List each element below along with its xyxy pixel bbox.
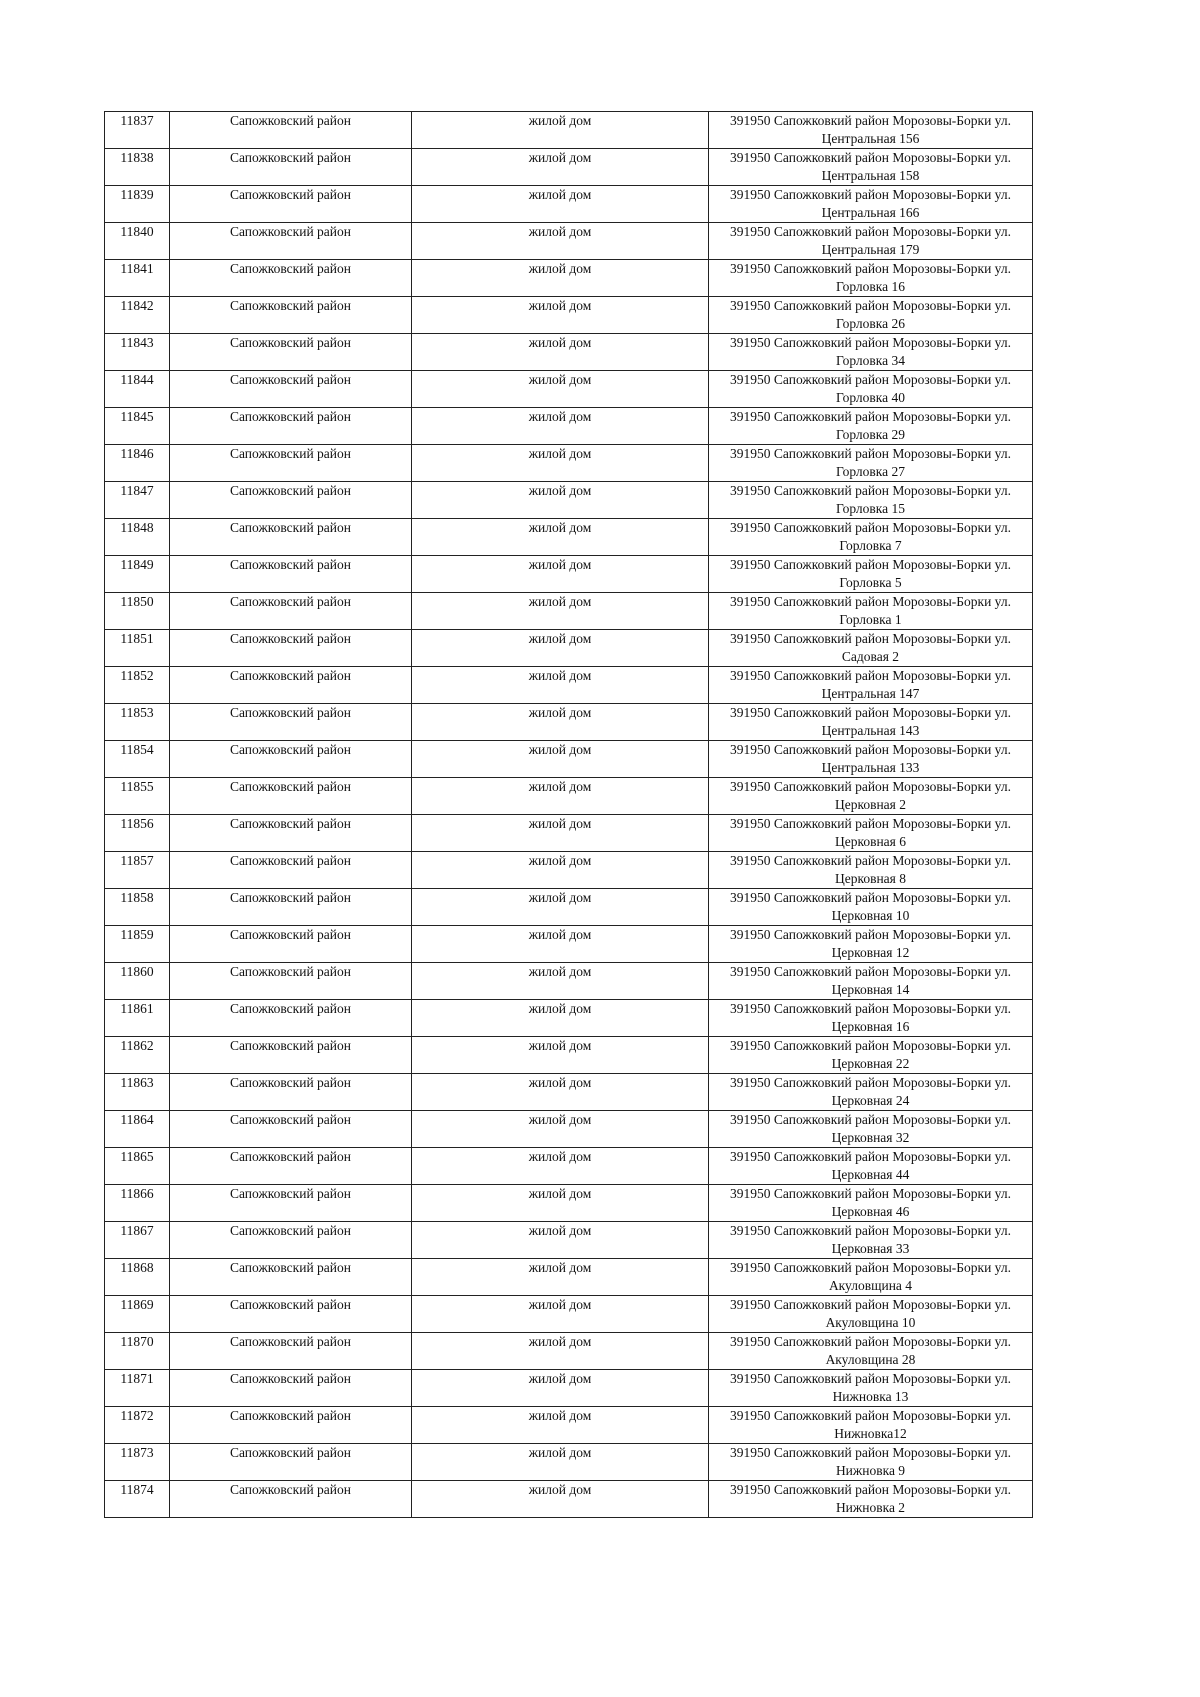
object-type-cell: жилой дом	[412, 556, 709, 593]
row-number-cell: 11867	[105, 1222, 170, 1259]
address-line-2: Церковная 16	[831, 1019, 910, 1034]
address-cell	[709, 926, 1033, 963]
table-row	[105, 741, 1033, 778]
row-number-cell: 11871	[105, 1370, 170, 1407]
district-cell: Сапожковский район	[170, 371, 412, 408]
row-number-cell: 11840	[105, 223, 170, 260]
address-line-2: Акуловщина 4	[828, 1278, 913, 1293]
object-type-cell: жилой дом	[412, 852, 709, 889]
address-cell	[709, 1259, 1033, 1296]
district-cell: Сапожковский район	[170, 1222, 412, 1259]
district-cell: Сапожковский район	[170, 149, 412, 186]
object-type-cell: жилой дом	[412, 149, 709, 186]
address-cell	[709, 1407, 1033, 1444]
address-line-2: Нижновка 13	[832, 1389, 909, 1404]
district-cell: Сапожковский район	[170, 852, 412, 889]
table-row	[105, 149, 1033, 186]
address-line-1: 391950 Сапожковкий район Морозовы-Борки ул.	[730, 520, 1011, 535]
address-cell	[709, 482, 1033, 519]
row-number-cell: 11839	[105, 186, 170, 223]
address-line-2: Акуловщина 28	[825, 1352, 916, 1367]
address-line-2: Нижновка 9	[835, 1463, 906, 1478]
district-cell: Сапожковский район	[170, 1074, 412, 1111]
address-line-2: Горловка 5	[839, 575, 902, 590]
table-row	[105, 852, 1033, 889]
district-cell: Сапожковский район	[170, 889, 412, 926]
address-line-2: Центральная 166	[821, 205, 920, 220]
address-cell	[709, 889, 1033, 926]
address-line-1: 391950 Сапожковкий район Морозовы-Борки ул.	[730, 1149, 1011, 1164]
district-cell: Сапожковский район	[170, 815, 412, 852]
table-row	[105, 926, 1033, 963]
row-number-cell: 11850	[105, 593, 170, 630]
district-cell: Сапожковский район	[170, 1296, 412, 1333]
object-type-cell: жилой дом	[412, 778, 709, 815]
address-line-1: 391950 Сапожковкий район Морозовы-Борки ул.	[730, 742, 1011, 757]
table-row	[105, 1000, 1033, 1037]
table-row	[105, 1333, 1033, 1370]
table-row	[105, 1370, 1033, 1407]
object-type-cell: жилой дом	[412, 1222, 709, 1259]
address-line-1: 391950 Сапожковкий район Морозовы-Борки ул.	[730, 1186, 1011, 1201]
district-cell: Сапожковский район	[170, 223, 412, 260]
row-number-cell: 11857	[105, 852, 170, 889]
district-cell: Сапожковский район	[170, 667, 412, 704]
object-type-cell: жилой дом	[412, 1407, 709, 1444]
address-line-2: Церковная 24	[831, 1093, 910, 1108]
address-line-2: Горловка 26	[835, 316, 906, 331]
table-row	[105, 260, 1033, 297]
row-number-cell: 11846	[105, 445, 170, 482]
object-type-cell: жилой дом	[412, 1037, 709, 1074]
address-cell	[709, 445, 1033, 482]
row-number-cell: 11851	[105, 630, 170, 667]
address-line-1: 391950 Сапожковкий район Морозовы-Борки ул.	[730, 816, 1011, 831]
address-line-2: Горловка 15	[835, 501, 906, 516]
object-type-cell: жилой дом	[412, 1185, 709, 1222]
district-cell: Сапожковский район	[170, 297, 412, 334]
table-row	[105, 704, 1033, 741]
address-line-1: 391950 Сапожковкий район Морозовы-Борки ул.	[730, 853, 1011, 868]
address-line-1: 391950 Сапожковкий район Морозовы-Борки ул.	[730, 1334, 1011, 1349]
address-line-2: Горловка 27	[835, 464, 906, 479]
address-cell	[709, 334, 1033, 371]
address-line-2: Центральная 158	[821, 168, 920, 183]
table-row	[105, 482, 1033, 519]
address-cell	[709, 1333, 1033, 1370]
district-cell: Сапожковский район	[170, 1185, 412, 1222]
district-cell: Сапожковский район	[170, 1148, 412, 1185]
address-line-1: 391950 Сапожковкий район Морозовы-Борки ул.	[730, 409, 1011, 424]
row-number-cell: 11868	[105, 1259, 170, 1296]
row-number-cell: 11852	[105, 667, 170, 704]
object-type-cell: жилой дом	[412, 1444, 709, 1481]
object-type-cell: жилой дом	[412, 519, 709, 556]
address-line-1: 391950 Сапожковкий район Морозовы-Борки ул.	[730, 1445, 1011, 1460]
row-number-cell: 11865	[105, 1148, 170, 1185]
address-line-2: Центральная 133	[821, 760, 920, 775]
address-line-2: Церковная 12	[831, 945, 910, 960]
row-number-cell: 11869	[105, 1296, 170, 1333]
district-cell: Сапожковский район	[170, 260, 412, 297]
row-number-cell: 11862	[105, 1037, 170, 1074]
district-cell: Сапожковский район	[170, 1481, 412, 1518]
table-row	[105, 408, 1033, 445]
table-row	[105, 297, 1033, 334]
object-type-cell: жилой дом	[412, 1111, 709, 1148]
object-type-cell: жилой дом	[412, 741, 709, 778]
district-cell: Сапожковский район	[170, 630, 412, 667]
address-line-1: 391950 Сапожковкий район Морозовы-Борки ул.	[730, 668, 1011, 683]
address-line-1: 391950 Сапожковкий район Морозовы-Борки ул.	[730, 1297, 1011, 1312]
address-line-2: Церковная 22	[831, 1056, 910, 1071]
address-line-1: 391950 Сапожковкий район Морозовы-Борки ул.	[730, 705, 1011, 720]
object-type-cell: жилой дом	[412, 667, 709, 704]
table-row	[105, 334, 1033, 371]
address-line-1: 391950 Сапожковкий район Морозовы-Борки ул.	[730, 446, 1011, 461]
address-cell	[709, 186, 1033, 223]
table-row	[105, 112, 1033, 149]
address-line-1: 391950 Сапожковкий район Морозовы-Борки ул.	[730, 1223, 1011, 1238]
district-cell: Сапожковский район	[170, 1444, 412, 1481]
object-type-cell: жилой дом	[412, 889, 709, 926]
district-cell: Сапожковский район	[170, 1111, 412, 1148]
address-cell	[709, 815, 1033, 852]
address-cell	[709, 1037, 1033, 1074]
table-row	[105, 186, 1033, 223]
row-number-cell: 11843	[105, 334, 170, 371]
address-cell	[709, 1296, 1033, 1333]
address-cell	[709, 1370, 1033, 1407]
row-number-cell: 11860	[105, 963, 170, 1000]
table-row	[105, 371, 1033, 408]
row-number-cell: 11874	[105, 1481, 170, 1518]
address-line-2: Нижновка 2	[835, 1500, 906, 1515]
address-line-2: Нижновка12	[834, 1426, 907, 1441]
object-type-cell: жилой дом	[412, 1333, 709, 1370]
address-line-1: 391950 Сапожковкий район Морозовы-Борки ул.	[730, 113, 1011, 128]
object-type-cell: жилой дом	[412, 260, 709, 297]
table-row	[105, 1444, 1033, 1481]
address-line-2: Горловка 1	[839, 612, 902, 627]
address-line-1: 391950 Сапожковкий район Морозовы-Борки ул.	[730, 1038, 1011, 1053]
address-line-2: Горловка 40	[835, 390, 906, 405]
address-line-1: 391950 Сапожковкий район Морозовы-Борки ул.	[730, 631, 1011, 646]
district-cell: Сапожковский район	[170, 1037, 412, 1074]
row-number-cell: 11856	[105, 815, 170, 852]
object-type-cell: жилой дом	[412, 630, 709, 667]
table-row	[105, 556, 1033, 593]
object-type-cell: жилой дом	[412, 963, 709, 1000]
table-row	[105, 1185, 1033, 1222]
address-cell	[709, 704, 1033, 741]
district-cell: Сапожковский район	[170, 1407, 412, 1444]
table-row	[105, 667, 1033, 704]
table-row	[105, 593, 1033, 630]
table-row	[105, 445, 1033, 482]
row-number-cell: 11848	[105, 519, 170, 556]
object-type-cell: жилой дом	[412, 186, 709, 223]
row-number-cell: 11837	[105, 112, 170, 149]
address-line-1: 391950 Сапожковкий район Морозовы-Борки ул.	[730, 335, 1011, 350]
address-cell	[709, 297, 1033, 334]
address-line-2: Церковная 8	[834, 871, 907, 886]
table-row	[105, 1296, 1033, 1333]
address-line-1: 391950 Сапожковкий район Морозовы-Борки ул.	[730, 372, 1011, 387]
object-type-cell: жилой дом	[412, 297, 709, 334]
address-line-2: Центральная 143	[821, 723, 920, 738]
table-row	[105, 519, 1033, 556]
row-number-cell: 11844	[105, 371, 170, 408]
address-line-2: Церковная 10	[831, 908, 910, 923]
district-cell: Сапожковский район	[170, 186, 412, 223]
address-line-1: 391950 Сапожковкий район Морозовы-Борки ул.	[730, 483, 1011, 498]
address-cell	[709, 1000, 1033, 1037]
address-line-1: 391950 Сапожковкий район Морозовы-Борки ул.	[730, 224, 1011, 239]
row-number-cell: 11845	[105, 408, 170, 445]
object-type-cell: жилой дом	[412, 482, 709, 519]
row-number-cell: 11841	[105, 260, 170, 297]
row-number-cell: 11858	[105, 889, 170, 926]
object-type-cell: жилой дом	[412, 1370, 709, 1407]
address-cell	[709, 778, 1033, 815]
address-line-2: Церковная 32	[831, 1130, 910, 1145]
district-cell: Сапожковский район	[170, 519, 412, 556]
object-type-cell: жилой дом	[412, 1000, 709, 1037]
table-row	[105, 1037, 1033, 1074]
table-row	[105, 1481, 1033, 1518]
table-row	[105, 1407, 1033, 1444]
row-number-cell: 11853	[105, 704, 170, 741]
table-row	[105, 889, 1033, 926]
district-cell: Сапожковский район	[170, 334, 412, 371]
row-number-cell: 11847	[105, 482, 170, 519]
address-cell	[709, 1222, 1033, 1259]
row-number-cell: 11838	[105, 149, 170, 186]
register-body	[105, 112, 1033, 1518]
address-line-1: 391950 Сапожковкий район Морозовы-Борки ул.	[730, 298, 1011, 313]
row-number-cell: 11849	[105, 556, 170, 593]
object-type-cell: жилой дом	[412, 334, 709, 371]
address-line-2: Центральная 156	[821, 131, 920, 146]
row-number-cell: 11842	[105, 297, 170, 334]
district-cell: Сапожковский район	[170, 556, 412, 593]
table-row	[105, 1074, 1033, 1111]
object-type-cell: жилой дом	[412, 408, 709, 445]
object-type-cell: жилой дом	[412, 1259, 709, 1296]
district-cell: Сапожковский район	[170, 482, 412, 519]
address-line-2: Горловка 7	[839, 538, 902, 553]
address-cell	[709, 1111, 1033, 1148]
address-cell	[709, 1074, 1033, 1111]
address-line-1: 391950 Сапожковкий район Морозовы-Борки ул.	[730, 187, 1011, 202]
district-cell: Сапожковский район	[170, 704, 412, 741]
district-cell: Сапожковский район	[170, 408, 412, 445]
address-line-2: Горловка 16	[835, 279, 906, 294]
address-line-1: 391950 Сапожковкий район Морозовы-Борки ул.	[730, 927, 1011, 942]
district-cell: Сапожковский район	[170, 445, 412, 482]
address-cell	[709, 1185, 1033, 1222]
object-type-cell: жилой дом	[412, 371, 709, 408]
table-row	[105, 1111, 1033, 1148]
address-cell	[709, 1148, 1033, 1185]
address-line-1: 391950 Сапожковкий район Морозовы-Борки ул.	[730, 890, 1011, 905]
address-cell	[709, 741, 1033, 778]
address-cell	[709, 112, 1033, 149]
address-line-2: Горловка 29	[835, 427, 906, 442]
object-type-cell: жилой дом	[412, 593, 709, 630]
address-line-1: 391950 Сапожковкий район Морозовы-Борки ул.	[730, 964, 1011, 979]
row-number-cell: 11864	[105, 1111, 170, 1148]
address-line-1: 391950 Сапожковкий район Морозовы-Борки ул.	[730, 1482, 1011, 1497]
table-row	[105, 630, 1033, 667]
district-cell: Сапожковский район	[170, 1333, 412, 1370]
address-cell	[709, 556, 1033, 593]
address-line-1: 391950 Сапожковкий район Морозовы-Борки ул.	[730, 1408, 1011, 1423]
address-line-2: Центральная 147	[821, 686, 920, 701]
district-cell: Сапожковский район	[170, 1259, 412, 1296]
property-register-table	[104, 111, 1033, 1518]
row-number-cell: 11863	[105, 1074, 170, 1111]
object-type-cell: жилой дом	[412, 112, 709, 149]
row-number-cell: 11854	[105, 741, 170, 778]
address-line-2: Садовая 2	[841, 649, 900, 664]
table-row	[105, 1222, 1033, 1259]
address-line-1: 391950 Сапожковкий район Морозовы-Борки ул.	[730, 779, 1011, 794]
address-cell	[709, 519, 1033, 556]
address-line-1: 391950 Сапожковкий район Морозовы-Борки ул.	[730, 1260, 1011, 1275]
table-row	[105, 963, 1033, 1000]
address-cell	[709, 1481, 1033, 1518]
row-number-cell: 11872	[105, 1407, 170, 1444]
address-cell	[709, 963, 1033, 1000]
row-number-cell: 11855	[105, 778, 170, 815]
address-cell	[709, 1444, 1033, 1481]
object-type-cell: жилой дом	[412, 1481, 709, 1518]
address-cell	[709, 408, 1033, 445]
district-cell: Сапожковский район	[170, 1370, 412, 1407]
table-row	[105, 1259, 1033, 1296]
row-number-cell: 11870	[105, 1333, 170, 1370]
district-cell: Сапожковский район	[170, 778, 412, 815]
district-cell: Сапожковский район	[170, 593, 412, 630]
object-type-cell: жилой дом	[412, 815, 709, 852]
row-number-cell: 11861	[105, 1000, 170, 1037]
address-line-1: 391950 Сапожковкий район Морозовы-Борки ул.	[730, 1075, 1011, 1090]
address-line-1: 391950 Сапожковкий район Морозовы-Борки ул.	[730, 1001, 1011, 1016]
object-type-cell: жилой дом	[412, 704, 709, 741]
table-row	[105, 815, 1033, 852]
address-line-2: Центральная 179	[821, 242, 920, 257]
row-number-cell: 11859	[105, 926, 170, 963]
address-cell	[709, 223, 1033, 260]
address-cell	[709, 149, 1033, 186]
table-row	[105, 778, 1033, 815]
address-cell	[709, 260, 1033, 297]
row-number-cell: 11873	[105, 1444, 170, 1481]
district-cell: Сапожковский район	[170, 1000, 412, 1037]
district-cell: Сапожковский район	[170, 112, 412, 149]
address-line-2: Церковная 46	[831, 1204, 910, 1219]
address-line-2: Акуловщина 10	[825, 1315, 916, 1330]
object-type-cell: жилой дом	[412, 1074, 709, 1111]
address-cell	[709, 630, 1033, 667]
address-line-2: Церковная 33	[831, 1241, 910, 1256]
address-line-1: 391950 Сапожковкий район Морозовы-Борки ул.	[730, 557, 1011, 572]
address-line-1: 391950 Сапожковкий район Морозовы-Борки ул.	[730, 1112, 1011, 1127]
address-line-2: Церковная 6	[834, 834, 907, 849]
address-cell	[709, 371, 1033, 408]
district-cell: Сапожковский район	[170, 926, 412, 963]
table-row	[105, 1148, 1033, 1185]
district-cell: Сапожковский район	[170, 741, 412, 778]
address-line-1: 391950 Сапожковкий район Морозовы-Борки ул.	[730, 150, 1011, 165]
district-cell: Сапожковский район	[170, 963, 412, 1000]
object-type-cell: жилой дом	[412, 223, 709, 260]
table-row	[105, 223, 1033, 260]
address-line-1: 391950 Сапожковкий район Морозовы-Борки ул.	[730, 594, 1011, 609]
address-line-2: Горловка 34	[835, 353, 906, 368]
row-number-cell: 11866	[105, 1185, 170, 1222]
address-line-2: Церковная 14	[831, 982, 910, 997]
object-type-cell: жилой дом	[412, 445, 709, 482]
address-line-1: 391950 Сапожковкий район Морозовы-Борки ул.	[730, 261, 1011, 276]
address-cell	[709, 852, 1033, 889]
object-type-cell: жилой дом	[412, 926, 709, 963]
address-cell	[709, 593, 1033, 630]
object-type-cell: жилой дом	[412, 1296, 709, 1333]
address-line-2: Церковная 2	[834, 797, 907, 812]
address-line-1: 391950 Сапожковкий район Морозовы-Борки ул.	[730, 1371, 1011, 1386]
object-type-cell: жилой дом	[412, 1148, 709, 1185]
address-cell	[709, 667, 1033, 704]
address-line-2: Церковная 44	[831, 1167, 910, 1182]
